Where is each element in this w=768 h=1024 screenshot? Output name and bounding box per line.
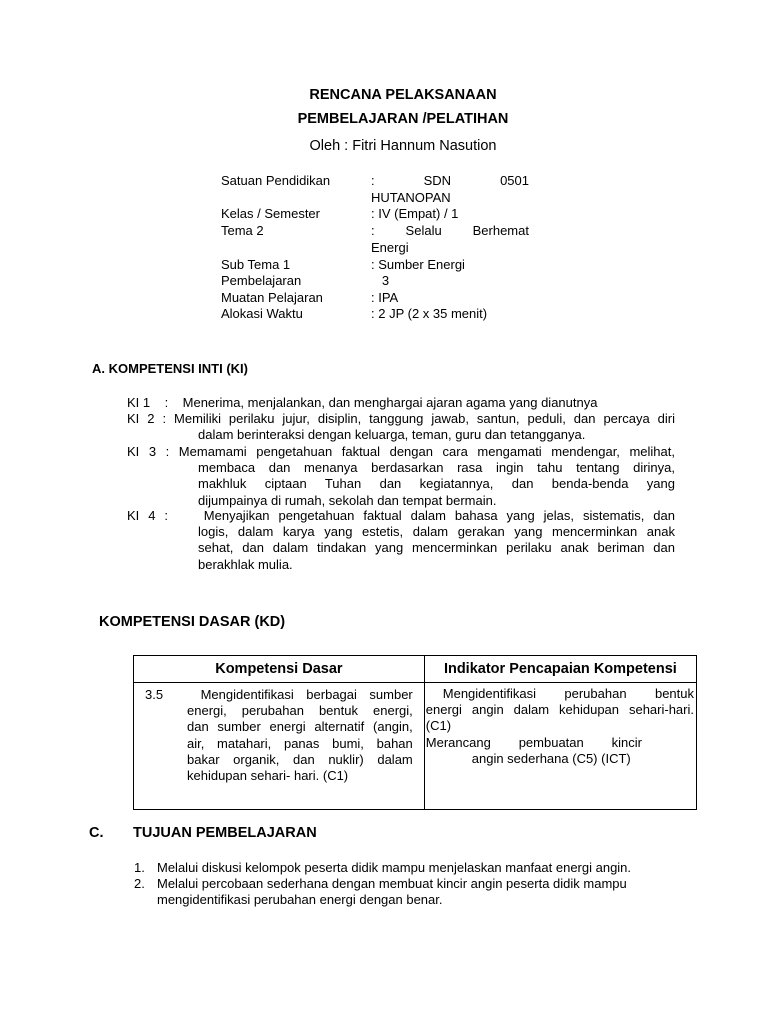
- table-header-row: [134, 656, 697, 683]
- tujuan-list: [134, 860, 678, 909]
- table-row: [134, 683, 697, 810]
- ki-line: logis, dalam karya yang estetis, dalam gerakan yang mencerminkan anak: [198, 524, 675, 540]
- list-item-text: Melalui diskusi kelompok peserta didik mampu menjelaskan manfaat energi angin.: [157, 860, 632, 875]
- ki-line: sehat, dan dalam tindakan yang mencerminkan perilaku anak beriman dan: [198, 540, 675, 556]
- ki-line: berakhlak mulia.: [198, 556, 293, 572]
- identity-label: Pembelajaran: [221, 273, 302, 288]
- identity-value: [371, 173, 529, 206]
- table-header-cell: Indikator Pencapaian Kompetensi: [424, 656, 696, 683]
- table-cell-kompetensi: [134, 683, 425, 810]
- identity-value-part: :: [371, 223, 375, 238]
- ki-line: dijumpainya di rumah, sekolah dan tempat bermain.: [198, 492, 497, 508]
- kd-line: bakar organik, dan nuklir) dalam: [187, 751, 413, 767]
- ki-line: KI 1 : Menerima, menjalankan, dan menghargai ajaran agama yang dianutnya: [127, 395, 598, 410]
- kd-line: 3.5 Mengidentifikasi berbagai sumber: [145, 687, 413, 702]
- list-item-text: mengidentifikasi perubahan energi dengan benar.: [157, 892, 443, 908]
- identity-value-continuation: Energi: [371, 239, 409, 255]
- indikator-line: energi angin dalam kehidupan sehari-hari.: [425, 702, 694, 718]
- ki-line: dalam berinteraksi dengan keluarga, teman, guru dan tetangganya.: [198, 427, 586, 443]
- indikator-line: Merancang pembuatan kincir: [425, 734, 642, 750]
- ki-line: KI 3 : Memamami pengetahuan faktual dengan cara mengamati mendengar, melihat,: [127, 444, 675, 459]
- ki-line: KI 4 : Menyajikan pengetahuan faktual dalam bahasa yang jelas, sistematis, dan: [127, 508, 675, 523]
- kd-table: [133, 655, 697, 810]
- ki-item: [127, 508, 675, 573]
- identity-label: Satuan Pendidikan: [221, 173, 331, 188]
- identity-value-part: :: [371, 173, 375, 188]
- indikator-line: angin sederhana (C5) (ICT): [471, 750, 631, 766]
- identity-value: : IV (Empat) / 1: [371, 206, 459, 221]
- identity-label: Alokasi Waktu: [221, 306, 303, 321]
- kd-line: dan sumber energi alternatif (angin,: [187, 719, 413, 735]
- identity-value: : 2 JP (2 x 35 menit): [371, 306, 488, 321]
- kd-line: air, matahari, panas bumi, bahan: [187, 735, 413, 751]
- section-letter-c: C.: [89, 825, 104, 841]
- section-heading-ki: A. KOMPETENSI INTI (KI): [92, 361, 248, 376]
- identity-label: Kelas / Semester: [221, 206, 320, 221]
- identity-label: Tema 2: [221, 223, 264, 238]
- document-title-line-1: RENCANA PELAKSANAAN: [309, 87, 497, 103]
- ki-item: [127, 395, 675, 411]
- list-item-text: Melalui percobaan sederhana dengan membuat kincir angin peserta didik mampu: [157, 876, 627, 892]
- indikator-line: (C1): [425, 718, 452, 734]
- identity-label: Sub Tema 1: [221, 257, 291, 272]
- identity-value: [371, 223, 529, 256]
- ki-line: membaca dan menanya berdasarkan rasa ingin tahu tentang dirinya,: [198, 460, 675, 476]
- identity-value: 3: [371, 273, 390, 288]
- indikator-line: Mengidentifikasi perubahan bentuk: [442, 686, 694, 701]
- kd-line: kehidupan sehari- hari. (C1): [187, 768, 349, 784]
- document-title-line-2: PEMBELAJARAN /PELATIHAN: [297, 111, 509, 127]
- identity-value-part: Selalu: [405, 223, 442, 238]
- section-heading-kd: KOMPETENSI DASAR (KD): [99, 614, 286, 630]
- identity-value: : Sumber Energi: [371, 257, 465, 272]
- ki-line: KI 2 : Memiliki perilaku jujur, disiplin, tanggung jawab, santun, peduli, dan percaya diri: [127, 411, 675, 426]
- table-cell-indikator: [424, 683, 696, 810]
- table-header-cell: Kompetensi Dasar: [134, 656, 425, 683]
- identity-value-part: SDN: [423, 173, 452, 188]
- identity-value-part: 0501: [500, 173, 529, 188]
- identity-value: : IPA: [371, 290, 399, 305]
- identity-value-continuation: HUTANOPAN: [371, 189, 451, 205]
- list-item-number: 2.: [134, 876, 145, 892]
- ki-item: [127, 444, 675, 509]
- section-heading-tujuan: TUJUAN PEMBELAJARAN: [133, 825, 317, 841]
- ki-item: [127, 411, 675, 443]
- list-item: [134, 876, 678, 908]
- document-author: Oleh : Fitri Hannum Nasution: [309, 138, 497, 154]
- identity-label: Muatan Pelajaran: [221, 290, 323, 305]
- identity-value-part: Berhemat: [472, 223, 529, 238]
- list-item-number: 1.: [134, 860, 145, 875]
- kd-line: energi, perubahan bentuk energi,: [187, 703, 413, 719]
- ki-line: makhluk ciptaan Tuhan dan kegiatannya, dan benda-benda yang: [198, 476, 675, 492]
- list-item: [134, 860, 678, 876]
